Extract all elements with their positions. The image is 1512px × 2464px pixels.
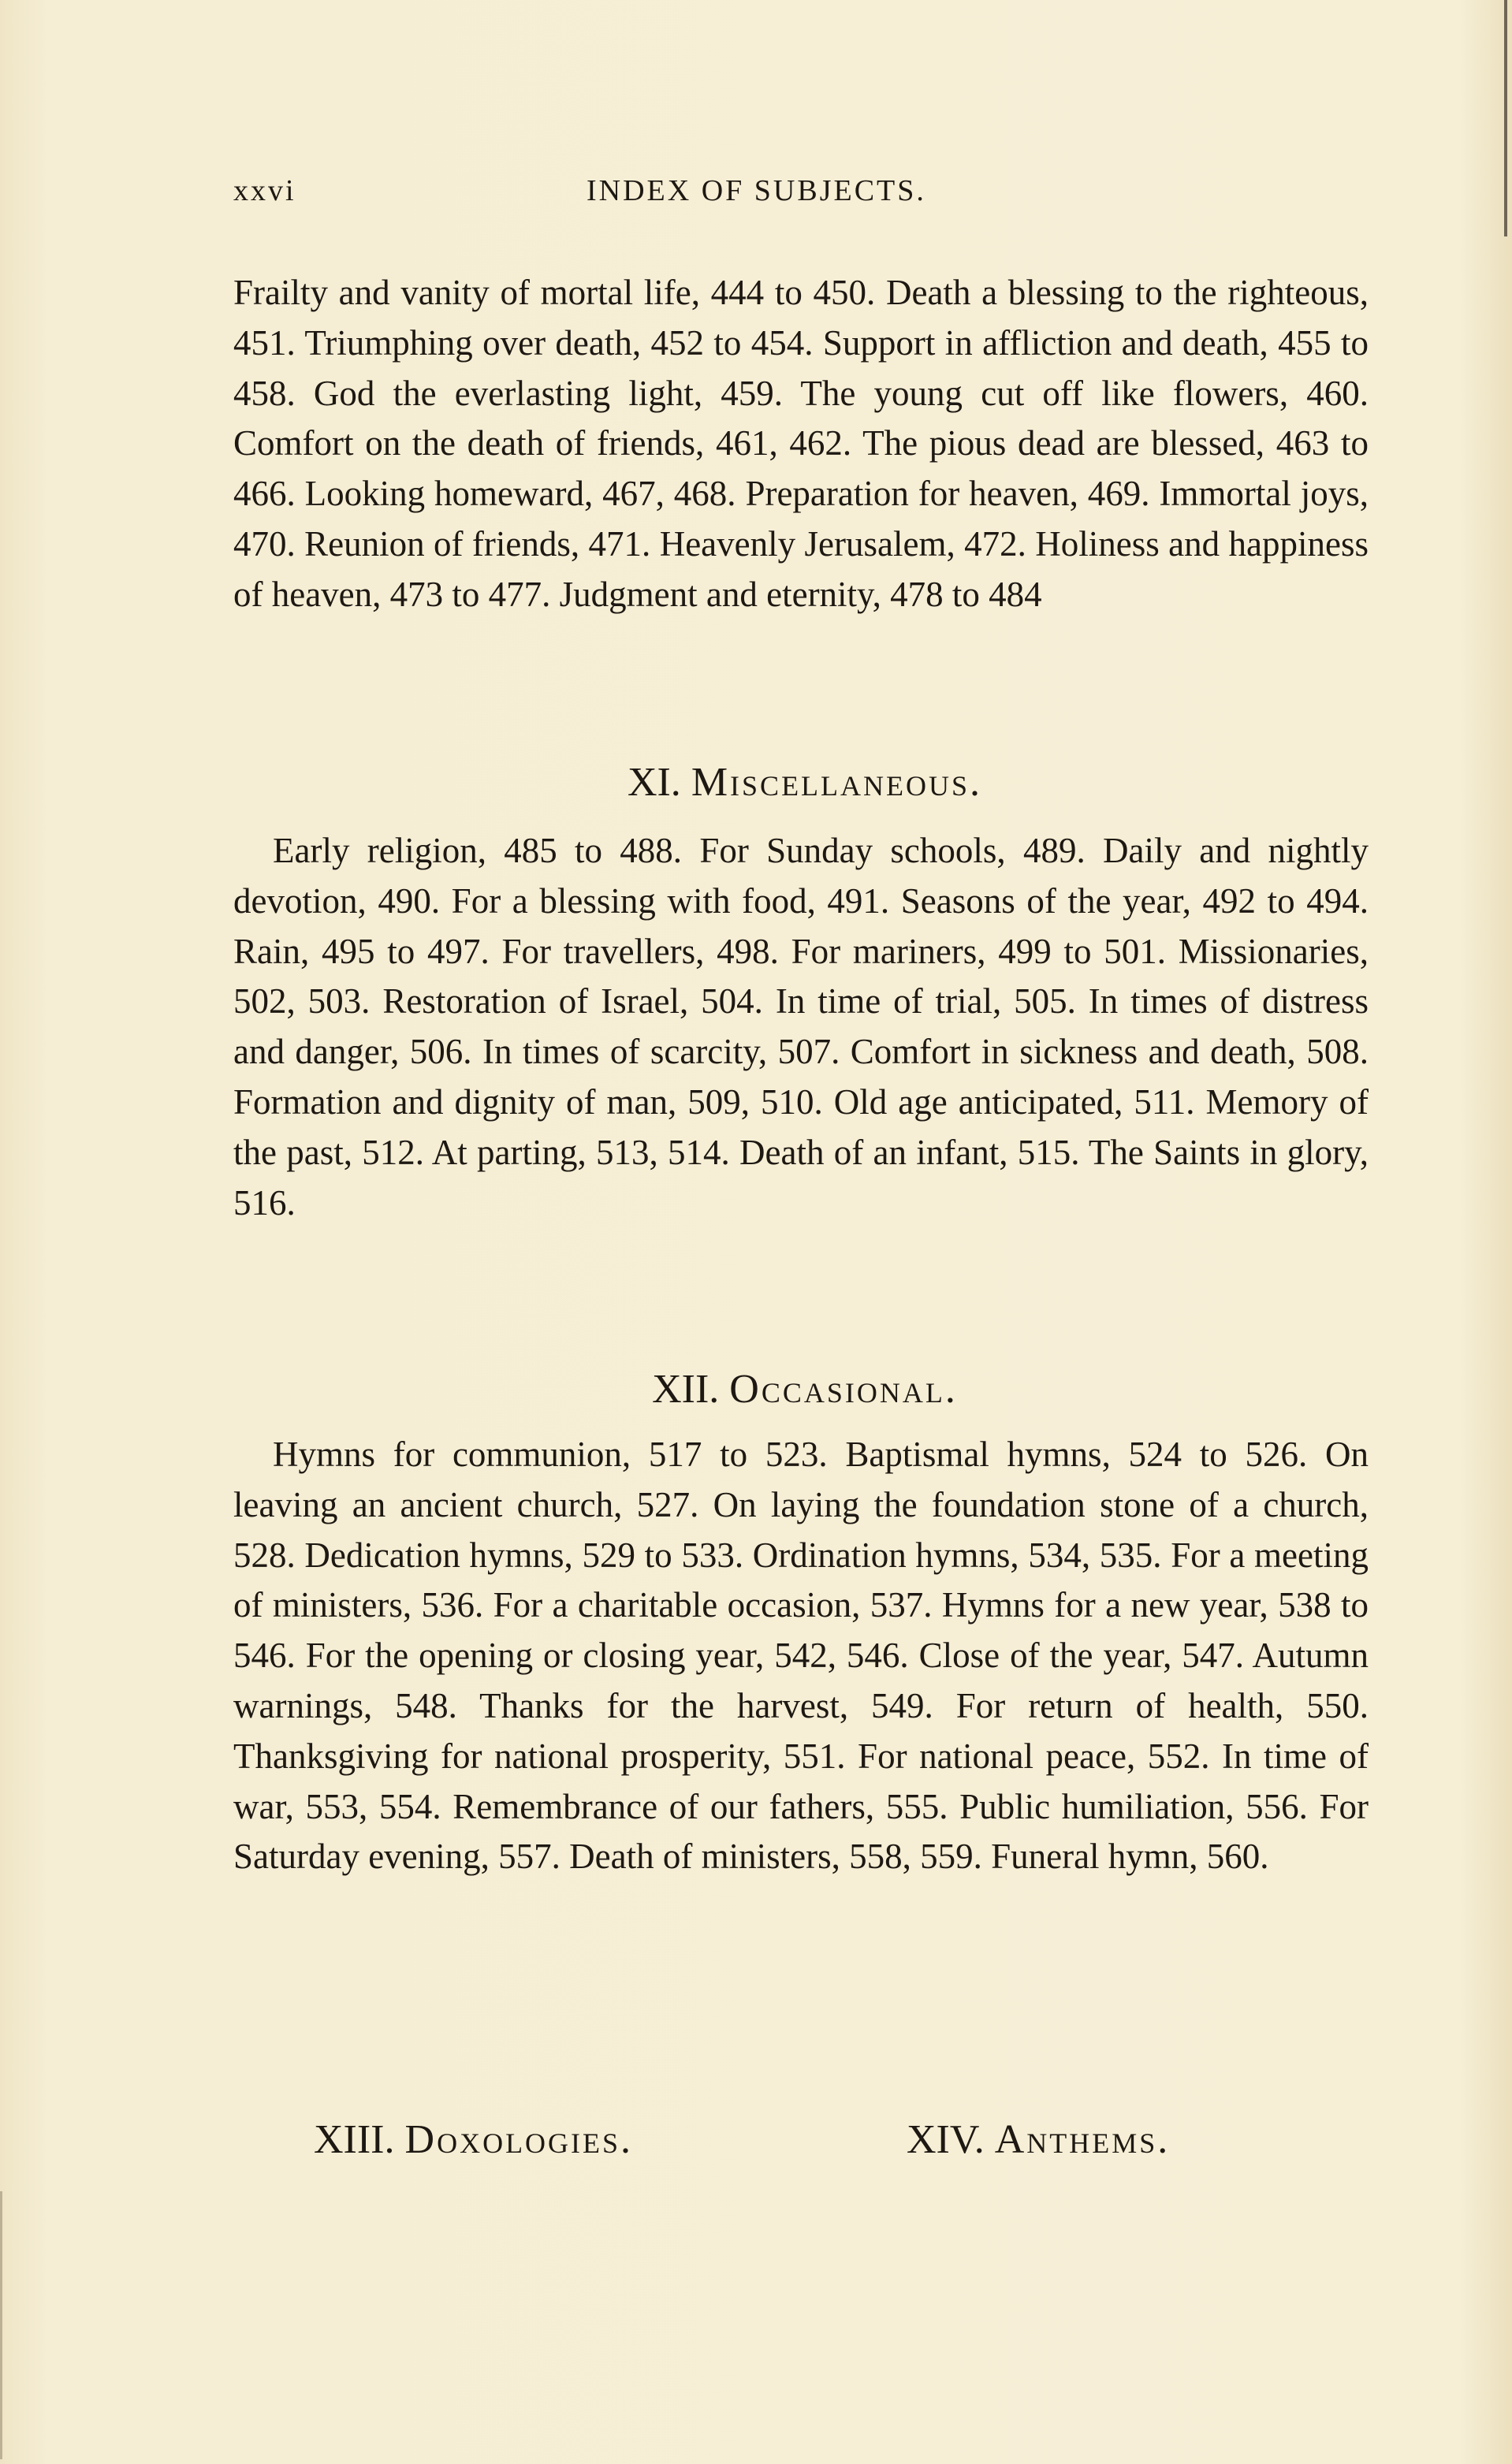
running-header bbox=[233, 173, 1369, 221]
section-x-text: Frailty and vanity of mortal life, 444 to 450. Death a blessing to the righteous, 451. Triumphing over death, 452 to 454. Support in affliction and death, 455 to 458. God the everlasting light, 459. The young cut off like flowers, 460. Comfort on the death of friends, 461, 462. The pious dead are blessed, 463 to 466. Looking homeward, 467, 468. Preparation for heaven, 469. Immortal joys, 470. Reunion of friends, 471. Heavenly Jerusalem, 472. Holiness and happiness of heaven, 473 to 477. Judgment and eternity, 478 to 484 bbox=[233, 273, 1369, 614]
page-number: xxvi bbox=[233, 174, 296, 207]
section-number: XIII. bbox=[314, 2117, 395, 2162]
section-number: XIV. bbox=[907, 2117, 985, 2162]
section-title: Doxologies. bbox=[404, 2117, 634, 2162]
section-xi-paragraph bbox=[233, 826, 1369, 1228]
section-x-continued-paragraph bbox=[233, 268, 1369, 620]
section-heading-doxologies bbox=[314, 2112, 818, 2168]
section-xi-text: Early religion, 485 to 488. For Sunday schools, 489. Daily and nightly devotion, 490. For a blessing with food, 491. Seasons of the year, 492 to 494. Rain, 495 to 497. For travellers, 498. For mariners, 499 to 501. Missionaries, 502, 503. Restoration of Israel, 504. In time of trial, 505. In times of distress and danger, 506. In times of scarcity, 507. Comfort in sickness and death, 508. Formation and dignity of man, 509, 510. Old age anticipated, 511. Memory of the past, 512. At parting, 513, 514. Death of an infant, 515. The Saints in glory, 516. bbox=[233, 831, 1369, 1223]
section-number: XII. bbox=[652, 1367, 720, 1412]
section-title: Miscellaneous. bbox=[691, 760, 983, 805]
section-number: XI. bbox=[627, 760, 681, 805]
section-title: Anthems. bbox=[994, 2117, 1171, 2162]
section-heading-anthems bbox=[907, 2112, 1380, 2168]
section-xii-text: Hymns for communion, 517 to 523. Baptismal hymns, 524 to 526. On leaving an ancient church, 527. On laying the foundation stone of a church, 528. Dedication hymns, 529 to 533. Ordination hymns, 534, 535. For a meeting of ministers, 536. For a charitable occasion, 537. Hymns for a new year, 538 to 546. For the opening or closing year, 542, 546. Close of the year, 547. Autumn warnings, 548. Thanks for the harvest, 549. For return of health, 550. Thanksgiving for national prosperity, 551. For national peace, 552. In time of war, 553, 554. Remembrance of our fathers, 555. Public humiliation, 556. For Saturday evening, 557. Death of ministers, 558, 559. Funeral hymn, 560. bbox=[233, 1435, 1369, 1877]
binding-edge bbox=[0, 2191, 10, 2459]
section-xii-paragraph bbox=[233, 1430, 1369, 1882]
page-edge-shadow bbox=[1504, 0, 1507, 236]
section-heading-miscellaneous bbox=[233, 755, 1369, 810]
running-title: INDEX OF SUBJECTS. bbox=[587, 174, 926, 207]
section-heading-occasional bbox=[233, 1362, 1369, 1417]
section-title: Occasional. bbox=[729, 1367, 958, 1412]
